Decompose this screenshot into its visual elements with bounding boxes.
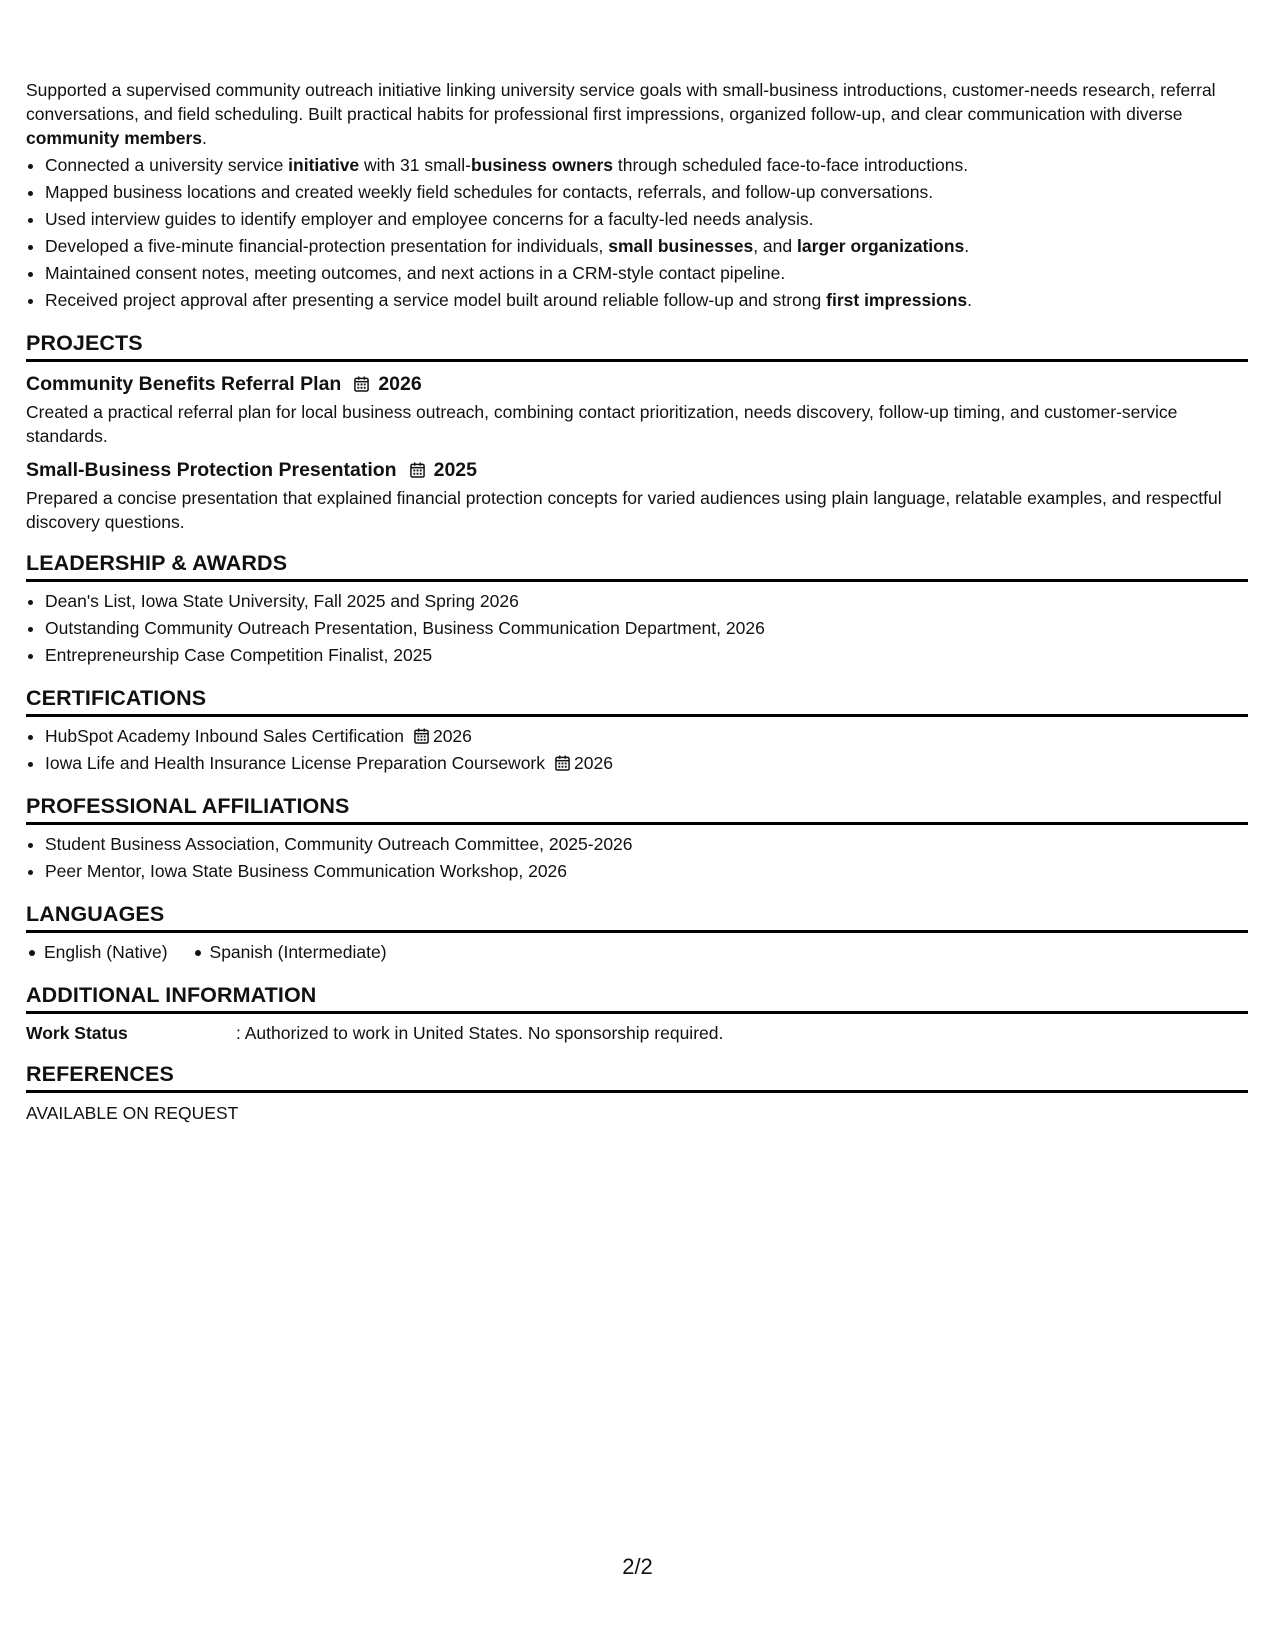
page-number: 2/2 <box>622 1554 653 1579</box>
languages-list <box>26 939 1248 966</box>
certification-name: Iowa Life and Health Insurance License Preparation Coursework <box>45 753 546 773</box>
experience-summary: Supported a supervised community outreach initiative linking university service goals with small-business introductions, customer-needs research, referral conversations, and field scheduling. Built practical habits for professional first impressions, organized follow-up, and clear communication with diverse community members. <box>26 80 1216 148</box>
affiliations-list <box>26 831 1248 885</box>
list-item: English (Native) <box>26 939 168 966</box>
resume-page <box>26 78 1248 1125</box>
project-year: 2026 <box>378 373 422 395</box>
project-header <box>26 371 1248 397</box>
list-item: • Student Business Association, Community Outreach Committee, 2025-2026 <box>45 831 1248 858</box>
list-item: • Developed a five-minute financial-protection presentation for individuals, small businesses, and larger organizations. <box>45 233 1248 260</box>
certification-name: HubSpot Academy Inbound Sales Certification <box>45 726 404 746</box>
section-title: PROJECTS <box>26 329 1248 362</box>
project-description: Created a practical referral plan for local business outreach, combining contact prioritization, needs discovery, follow-up timing, and customer-service standards. <box>26 402 1178 446</box>
project-header <box>26 457 1248 483</box>
list-item: • Entrepreneurship Case Competition Finalist, 2025 <box>45 642 1248 669</box>
certification-year: 2026 <box>574 753 613 773</box>
section-title: CERTIFICATIONS <box>26 684 1248 717</box>
list-item: • Peer Mentor, Iowa State Business Communication Workshop, 2026 <box>45 858 1248 885</box>
work-status-row <box>26 1021 1248 1045</box>
section-title: LANGUAGES <box>26 900 1248 933</box>
projects-section <box>26 329 1248 534</box>
list-item <box>45 723 1248 750</box>
list-item: • Received project approval after presenting a service model built around reliable follow-up and strong first impressions. <box>45 287 1248 314</box>
list-item: • Used interview guides to identify employer and employee concerns for a faculty-led needs analysis. <box>45 206 1248 233</box>
certification-year: 2026 <box>432 726 472 746</box>
calendar-icon <box>414 728 429 744</box>
list-item <box>45 750 1248 777</box>
calendar-icon <box>354 376 369 392</box>
project-name: Small-Business Protection Presentation <box>26 459 397 481</box>
work-status-label: Work Status <box>26 1023 128 1043</box>
project-name: Community Benefits Referral Plan <box>26 373 342 395</box>
languages-section <box>26 900 1248 966</box>
list-item: • Maintained consent notes, meeting outcomes, and next actions in a CRM-style contact pipeline. <box>45 260 1248 287</box>
certifications-section <box>26 684 1248 777</box>
project-year: 2025 <box>433 459 477 481</box>
experience-bullet-list <box>26 152 1248 314</box>
section-title: ADDITIONAL INFORMATION <box>26 981 1248 1014</box>
leadership-list <box>26 588 1248 669</box>
list-item: • Outstanding Community Outreach Presentation, Business Communication Department, 2026 <box>45 615 1248 642</box>
list-item: • Mapped business locations and created weekly field schedules for contacts, referrals, and follow-up conversations. <box>45 179 1248 206</box>
calendar-icon <box>410 462 425 478</box>
list-item: • Connected a university service initiative with 31 small-business owners through scheduled face-to-face introductions. <box>45 152 1248 179</box>
project-item <box>26 457 1248 534</box>
additional-info-section <box>26 981 1248 1045</box>
list-item: Spanish (Intermediate) <box>192 939 387 966</box>
list-item: • Dean's List, Iowa State University, Fall 2025 and Spring 2026 <box>45 588 1248 615</box>
certifications-list <box>26 723 1248 777</box>
calendar-icon <box>555 755 570 771</box>
references-section <box>26 1060 1248 1125</box>
project-item <box>26 371 1248 448</box>
section-title: REFERENCES <box>26 1060 1248 1093</box>
project-description: Prepared a concise presentation that explained financial protection concepts for varied audiences using plain language, relatable examples, and respectful discovery questions. <box>26 488 1222 532</box>
references-text: AVAILABLE ON REQUEST <box>26 1103 239 1123</box>
leadership-section <box>26 549 1248 669</box>
section-title: PROFESSIONAL AFFILIATIONS <box>26 792 1248 825</box>
affiliations-section <box>26 792 1248 885</box>
section-title: LEADERSHIP & AWARDS <box>26 549 1248 582</box>
work-status-value: : Authorized to work in United States. No sponsorship required. <box>236 1023 724 1043</box>
